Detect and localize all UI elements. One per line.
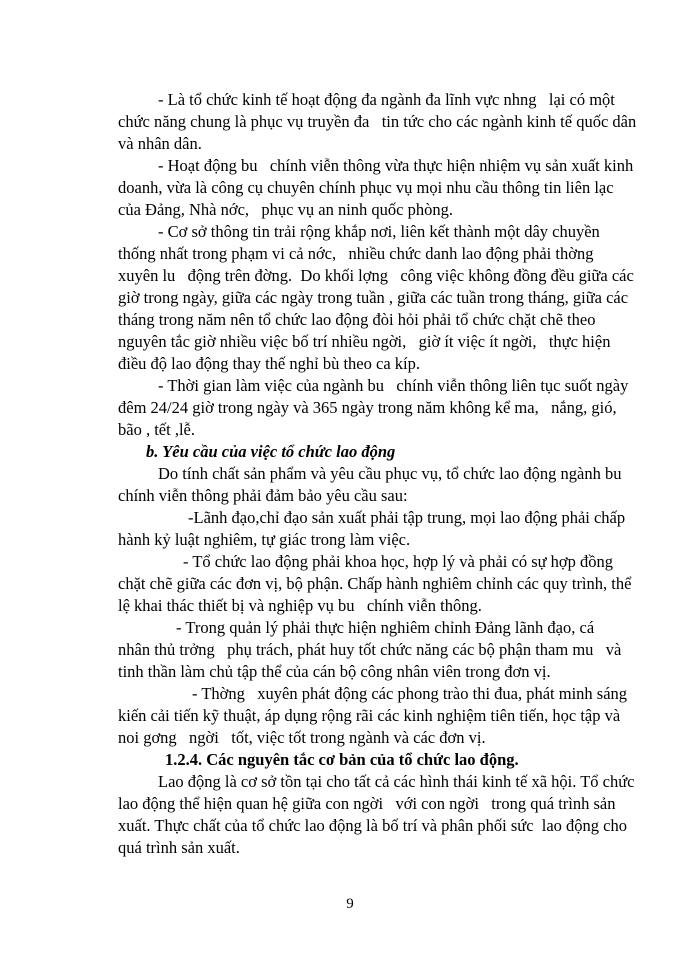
text-line: - Thờng xuyên phát động các phong trào thi đua, phát minh sáng	[192, 684, 628, 703]
text-line: đêm 24/24 giờ trong ngày và 365 ngày trong năm không kể ma, nắng, gió,	[118, 398, 617, 417]
page-number: 9	[346, 896, 354, 912]
text-line: chức năng chung là phục vụ truyền đa tin tức cho các ngành kinh tế quốc dân	[118, 112, 637, 131]
text-line: quá trình sản xuất.	[118, 838, 240, 857]
text-line: giờ trong ngày, giữa các ngày trong tuần , giữa các tuần trong tháng, giữa các	[118, 288, 629, 307]
text-line: kiến cải tiến kỹ thuật, áp dụng rộng rãi các kinh nghiệm tiên tiến, học tập và	[118, 706, 621, 725]
text-line: hành kỷ luật nghiêm, tự giác trong làm việc.	[118, 530, 411, 549]
text-line: - Tổ chức lao động phải khoa học, hợp lý và phải có sự hợp đồng	[183, 552, 614, 571]
text-line: xuyên lu động trên đờng. Do khối lợng công việc không đồng đều giữa các	[118, 266, 634, 285]
text-line: nguyên tắc giờ nhiều việc bố trí nhiều ngời, giờ ít việc ít ngời, thực hiện	[118, 332, 611, 351]
text-line: và nhân dân.	[118, 134, 202, 153]
text-line: bão , tết ,lễ.	[118, 420, 195, 439]
text-line: -Lãnh đạo,chỉ đạo sản xuất phải tập trung, mọi lao động phải chấp	[188, 508, 626, 527]
text-line: điều độ lao động thay thế nghỉ bù theo ca kíp.	[118, 354, 420, 373]
text-line: - Là tổ chức kinh tế hoạt động đa ngành đa lĩnh vực nhng lại có một	[158, 90, 615, 109]
text-line: - Hoạt động bu chính viễn thông vừa thực hiện nhiệm vụ sản xuất kinh	[158, 156, 634, 175]
text-line: doanh, vừa là công cụ chuyên chính phục vụ mọi nhu cầu thông tin liên lạc	[118, 178, 614, 197]
text-line: xuất. Thực chất của tổ chức lao động là bố trí và phân phối sức lao động cho	[118, 816, 628, 835]
text-line: chặt chẽ giữa các đơn vị, bộ phận. Chấp hành nghiêm chỉnh các quy trình, thể	[118, 574, 632, 593]
text-line: chính viễn thông phải đảm bảo yêu cầu sau:	[118, 486, 408, 505]
text-line: noi gơng ngời tốt, việc tốt trong ngành và các đơn vị.	[118, 728, 486, 747]
text-line: Do tính chất sản phẩm và yêu cầu phục vụ, tổ chức lao động ngành bu	[158, 464, 622, 483]
section-heading: b. Yêu cầu của việc tổ chức lao động	[146, 442, 396, 461]
text-line: - Trong quản lý phải thực hiện nghiêm chỉnh Đảng lãnh đạo, cá	[176, 618, 595, 637]
text-line: thống nhất trong phạm vi cả nớc, nhiều chức danh lao động phải thờng	[118, 244, 594, 263]
text-line: tháng trong năm nên tổ chức lao động đòi hỏi phải tổ chức chặt chẽ theo	[118, 310, 596, 329]
text-line: Lao động là cơ sở tồn tại cho tất cả các hình thái kinh tế xã hội. Tổ chức	[158, 772, 635, 791]
section-heading: 1.2.4. Các nguyên tắc cơ bản của tổ chức lao động.	[165, 750, 519, 769]
text-line: nhân thủ trởng phụ trách, phát huy tốt chức năng các bộ phận tham mu và	[118, 640, 622, 659]
text-line: - Cơ sở thông tin trải rộng khắp nơi, liên kết thành một dây chuyền	[158, 222, 600, 241]
text-line: lao động thể hiện quan hệ giữa con ngời với con ngời trong quá trình sản	[118, 794, 616, 813]
text-line: tinh thần làm chủ tập thể của cán bộ công nhân viên trong đơn vị.	[118, 662, 551, 681]
text-line: lệ khai thác thiết bị và nghiệp vụ bu chính viễn thông.	[118, 596, 482, 615]
text-line: của Đảng, Nhà nớc, phục vụ an ninh quốc phòng.	[118, 200, 453, 219]
text-line: - Thời gian làm việc của ngành bu chính viễn thông liên tục suốt ngày	[158, 376, 629, 395]
